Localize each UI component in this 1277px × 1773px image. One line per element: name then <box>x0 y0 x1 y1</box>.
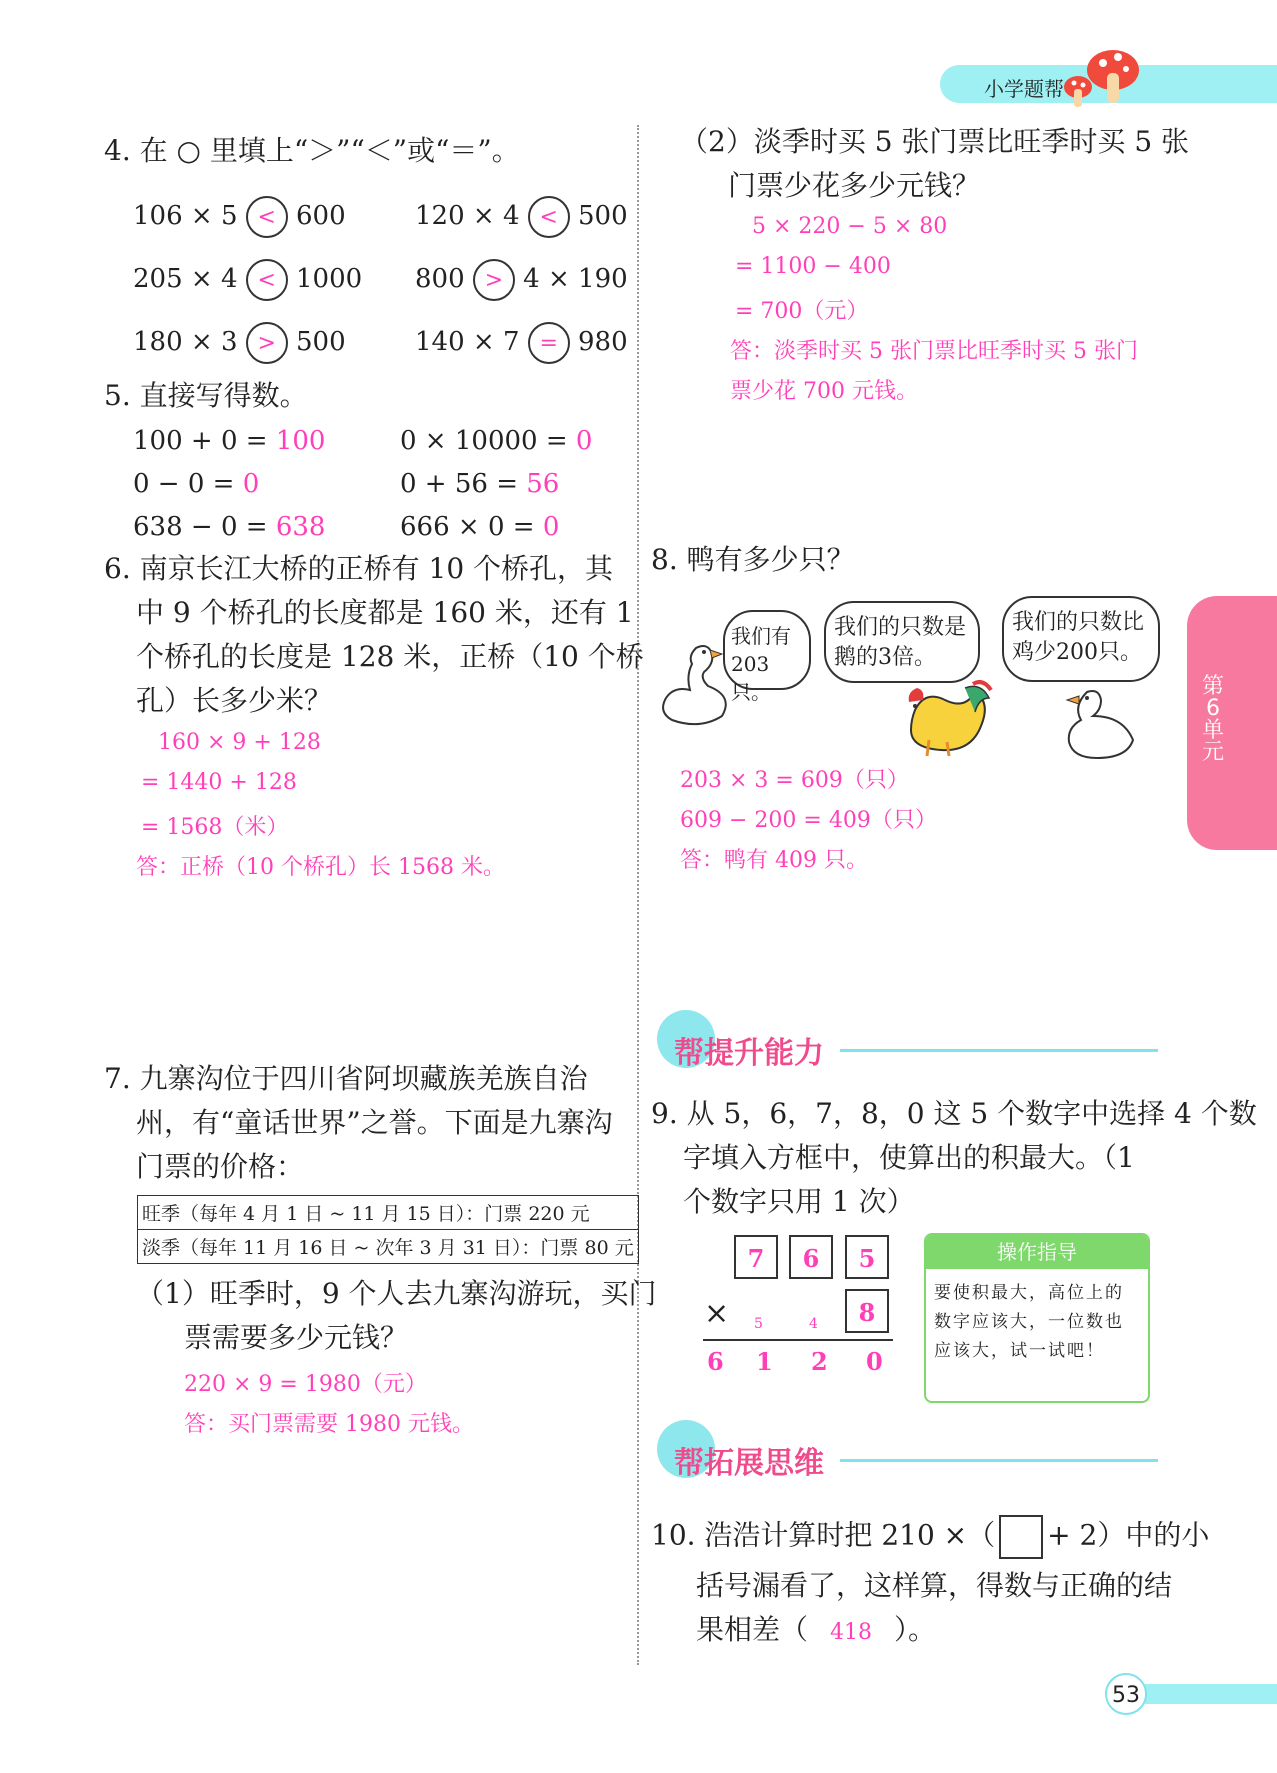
q5-item: 100 + 0 = 100 <box>133 426 326 456</box>
speech-bubble-rooster: 我们的只数是鹅的3倍。 <box>824 601 980 683</box>
result-digit: 2 <box>811 1347 828 1376</box>
q7-sub1: （1）旺季时，9 个人去九寨沟游玩，买门 <box>136 1277 657 1310</box>
q9-line: 字填入方框中，使算出的积最大。（1 <box>683 1141 1135 1174</box>
section-title-improve: 帮提升能力 <box>674 1036 824 1071</box>
digit-box: 8 <box>845 1289 889 1333</box>
digit-box: 7 <box>734 1235 778 1279</box>
q4-row-2: 120 × 4 < 500 <box>415 196 628 238</box>
q6-solution: 160 × 9 + 128 <box>158 730 321 755</box>
q6-line: 个桥孔的长度是 128 米，正桥（10 个桥 <box>136 640 644 673</box>
carry-digit: 5 <box>754 1316 763 1332</box>
q8-solution: 609 − 200 = 409（只） <box>680 808 937 833</box>
q7-line: 州，有“童话世界”之誉。下面是九寨沟 <box>136 1106 613 1139</box>
q7-2-line: （2）淡季时买 5 张门票比旺季时买 5 张 <box>680 125 1190 158</box>
blank-box <box>999 1515 1043 1559</box>
q7-2-line: 门票少花多少元钱？ <box>728 169 981 202</box>
q5-prompt: 5. 直接写得数。 <box>104 379 308 412</box>
q5-item: 666 × 0 = 0 <box>400 512 560 542</box>
q5-item: 0 × 10000 = 0 <box>400 426 593 456</box>
q7-line: 门票的价格： <box>136 1150 305 1183</box>
guide-title: 操作指导 <box>926 1235 1148 1269</box>
rooster-icon <box>895 680 995 760</box>
guide-text: 要使积最大，高位上的数字应该大，一位数也应该大，试一试吧！ <box>934 1283 1124 1361</box>
compare-circle: = <box>528 322 570 364</box>
q6-line: 孔）长多少米？ <box>136 684 333 717</box>
q4-row-6: 140 × 7 = 980 <box>415 322 628 364</box>
section-divider <box>840 1049 1158 1052</box>
q10-line-1: 10. 浩浩计算时把 210 ×（ + 2）中的小 <box>651 1515 1209 1559</box>
q7-2-solution: 5 × 220 − 5 × 80 <box>752 214 948 239</box>
compare-circle: < <box>528 196 570 238</box>
q7-answer: 答：买门票需要 1980 元钱。 <box>184 1412 474 1437</box>
q7-2-solution: = 1100 − 400 <box>735 254 891 279</box>
ticket-price-table <box>137 1195 639 1264</box>
q8-prompt: 8. 鸭有多少只？ <box>651 543 855 576</box>
q4-row-3: 205 × 4 < 1000 <box>133 259 362 301</box>
header-title: 小学题帮 <box>984 77 1064 101</box>
q5-item: 638 − 0 = 638 <box>133 512 326 542</box>
compare-circle: < <box>246 259 288 301</box>
q10-line-3: 果相差（ 418 ）。 <box>696 1613 937 1646</box>
q7-sub1: 票需要多少元钱？ <box>184 1321 409 1354</box>
q8-solution: 203 × 3 = 609（只） <box>680 768 909 793</box>
q10-answer: 418 <box>830 1620 873 1645</box>
operation-guide-box <box>924 1233 1150 1403</box>
q7-2-solution: = 700（元） <box>735 299 869 324</box>
q4-row-1: 106 × 5 < 600 <box>133 196 346 238</box>
price-peak: 旺季（每年 4 月 1 日 ~ 11 月 15 日）：门票 220 元 <box>138 1196 639 1230</box>
q5-item: 0 + 56 = 56 <box>400 469 560 499</box>
q4-prompt: 4. 在 ○ 里填上“＞”“＜”或“＝”。 <box>104 134 520 167</box>
page-number: 53 <box>1105 1673 1147 1715</box>
q8-answer: 答：鸭有 409 只。 <box>680 848 868 873</box>
q7-2-answer: 票少花 700 元钱。 <box>730 379 918 404</box>
q7-line: 7. 九寨沟位于四川省阿坝藏族羌族自治 <box>104 1062 588 1095</box>
mushroom-icon <box>1058 45 1148 115</box>
digit-box: 5 <box>845 1235 889 1279</box>
q6-solution: = 1440 + 128 <box>141 770 297 795</box>
q4-row-4: 800 > 4 × 190 <box>415 259 628 301</box>
compare-circle: > <box>246 322 288 364</box>
section-title-expand: 帮拓展思维 <box>674 1446 824 1481</box>
q6-solution: = 1568（米） <box>141 815 289 840</box>
column-divider <box>637 125 639 1665</box>
compare-circle: > <box>473 259 515 301</box>
result-digit: 0 <box>866 1347 883 1376</box>
product-line <box>703 1339 893 1341</box>
q4-row-5: 180 × 3 > 500 <box>133 322 346 364</box>
q6-line: 6. 南京长江大桥的正桥有 10 个桥孔，其 <box>104 552 614 585</box>
section-divider <box>840 1459 1158 1462</box>
q9-line: 个数字只用 1 次） <box>683 1185 915 1218</box>
q6-line: 中 9 个桥孔的长度都是 160 米，还有 1 <box>136 596 634 629</box>
q6-answer: 答：正桥（10 个桥孔）长 1568 米。 <box>136 855 505 880</box>
times-sign: × <box>704 1296 730 1331</box>
q5-item: 0 − 0 = 0 <box>133 469 260 499</box>
compare-circle: < <box>246 196 288 238</box>
result-digit: 6 <box>707 1347 724 1376</box>
goose-icon <box>656 640 736 730</box>
carry-digit: 4 <box>809 1316 818 1332</box>
unit-side-tab-label: 第6单元 <box>1201 674 1224 765</box>
page-band <box>1145 1684 1277 1704</box>
duck-icon <box>1065 686 1141 766</box>
q10-line-2: 括号漏看了，这样算，得数与正确的结 <box>696 1569 1173 1602</box>
speech-bubble-goose: 我们有203只。 <box>723 610 811 690</box>
q7-solution: 220 × 9 = 1980（元） <box>184 1372 427 1397</box>
result-digit: 1 <box>756 1347 773 1376</box>
q9-line: 9. 从 5，6，7，8，0 这 5 个数字中选择 4 个数 <box>651 1097 1257 1130</box>
q7-2-answer: 答：淡季时买 5 张门票比旺季时买 5 张门 <box>730 339 1138 364</box>
price-off: 淡季（每年 11 月 16 日 ~ 次年 3 月 31 日）：门票 80 元 <box>138 1230 639 1264</box>
digit-box: 6 <box>789 1235 833 1279</box>
speech-bubble-duck: 我们的只数比鸡少200只。 <box>1002 596 1160 682</box>
